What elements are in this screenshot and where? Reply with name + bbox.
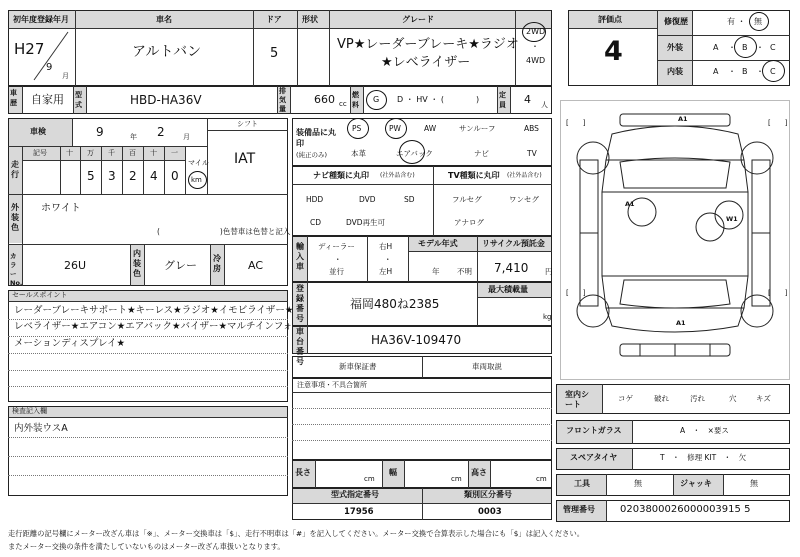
seat-burn: コゲ <box>618 394 633 403</box>
car-name: アルトバン <box>132 44 202 60</box>
displacement-label: 排気量 <box>279 87 286 113</box>
inspection-month: 2 <box>157 125 165 139</box>
navi-hdd: HDD <box>306 195 324 204</box>
fuel-selected: G <box>373 95 380 104</box>
inspection-year-unit: 年 <box>130 133 137 141</box>
exterior-a: A <box>713 43 719 52</box>
glass-options: A ・ ×要ス <box>680 426 729 435</box>
equipment-sub-label: (純正のみ) <box>296 151 328 159</box>
footer-line1: 走行距離の記号欄にメーター改ざん車は「※」、メーター交換車は「$」、走行不明車は「#」を記入してください。メーター交換で合算表示した場合にも「$」は記入ください。 <box>8 529 585 538</box>
seat-tear: 破れ <box>654 394 669 403</box>
notes-label: 注意事項・不具合箇所 <box>297 381 367 389</box>
management-label: 管理番号 <box>563 505 595 514</box>
model-code: HBD-HA36V <box>130 93 202 107</box>
tv-fullseg: フルセグ <box>452 195 482 204</box>
mileage-digit-4: 4 <box>150 169 158 183</box>
dimensions-frame <box>292 460 552 488</box>
tv-analog: アナログ <box>454 218 484 227</box>
damage-a1-top: A1 <box>678 115 688 123</box>
mileage-sign-label: 記号 <box>33 149 47 157</box>
type-cert-value: 17956 <box>344 507 374 517</box>
navi-sd: SD <box>404 195 415 204</box>
repair-options: 有 ・ <box>727 17 746 26</box>
chassis-label: 車台番号 <box>296 327 304 366</box>
mileage-label: 走行 <box>11 160 19 179</box>
score-label: 評価点 <box>598 15 622 24</box>
recycle-value: 7,410 <box>494 261 529 275</box>
model-year-unknown: 不明 <box>457 267 472 276</box>
mileage-digit-2: 3 <box>108 169 116 183</box>
capacity-label: 定員 <box>499 91 506 109</box>
notes-frame <box>292 378 552 460</box>
shift-label: シフト <box>237 120 258 128</box>
spare-label: スペアタイヤ <box>570 453 618 462</box>
equipment-label: 装備品に丸印 <box>296 128 336 148</box>
import-dealer: ディーラー <box>318 242 355 251</box>
car-name-label: 車名 <box>156 15 172 24</box>
shape-label: 形状 <box>302 15 318 24</box>
navi-dvd: DVD <box>359 195 376 204</box>
import-dot1: ・ <box>334 255 342 264</box>
repair-selected: 無 <box>754 17 762 26</box>
manual-label: 車両取説 <box>472 362 502 371</box>
fuel-label: 燃料 <box>352 91 359 109</box>
grade-label: グレード <box>402 15 434 24</box>
mile-label: マイル <box>188 159 209 167</box>
navi-dvd-play: DVD再生可 <box>346 218 386 227</box>
recycle-label: リサイクル預託金 <box>482 239 545 248</box>
exterior-label: 外装 <box>667 43 683 52</box>
chassis-number: HA36V-109470 <box>371 333 462 347</box>
door-label: ドア <box>266 15 282 24</box>
selling-point-line1: レーダーブレーキサポート★キーレス★ラジオ★イモビライザー★ <box>14 305 294 316</box>
diagram-bracket-tr: [ ] <box>768 119 788 127</box>
diagram-bracket-br: [ ] <box>768 289 788 297</box>
score-value: 4 <box>604 36 623 67</box>
equip-leather: 本革 <box>351 149 366 158</box>
drive-4wd: 4WD <box>526 56 546 65</box>
recycle-unit: 円 <box>545 267 553 276</box>
interior-color: グレー <box>164 259 197 272</box>
inspection-label: 車検 <box>30 127 46 136</box>
max-load-label: 最大積載量 <box>488 285 528 294</box>
seat-hole: 穴 <box>729 394 737 403</box>
displacement-unit: cc <box>339 100 347 108</box>
inspector-frame <box>8 406 288 496</box>
exterior-dot2: ・ <box>756 43 764 52</box>
height-label: 高さ <box>471 468 487 477</box>
model-year-label: モデル年式 <box>418 239 458 248</box>
first-reg-month-unit: 月 <box>62 72 69 80</box>
registration-number: 福岡480ね2385 <box>350 297 440 311</box>
navi-sub: (社外品含む) <box>380 172 415 179</box>
warranty-label: 新車保証書 <box>339 362 377 371</box>
diagram-bracket-tl: [ ] <box>566 119 586 127</box>
color-code-label: カラーNo. <box>10 252 23 287</box>
usage-label: 車歴 <box>10 89 17 107</box>
equip-navi: ナビ <box>474 149 489 158</box>
usage-value: 自家用 <box>31 93 64 106</box>
mileage-digit-label-2: 千 <box>108 149 115 157</box>
registration-label: 登録番号 <box>296 284 304 323</box>
equip-ps: PS <box>352 124 362 133</box>
interior-c: C <box>770 67 776 76</box>
inspection-year: 9 <box>96 125 104 139</box>
category-label: 類別区分番号 <box>464 490 512 499</box>
damage-a1-bottom: A1 <box>676 319 686 327</box>
seat-scratch: キズ <box>756 394 771 403</box>
doors: 5 <box>270 46 279 61</box>
category-value: 0003 <box>478 507 502 517</box>
mileage-digit-label-0: 十 <box>66 149 73 157</box>
jack-label: ジャッキ <box>680 479 712 488</box>
tools-value: 無 <box>634 479 642 488</box>
ac-label: 冷房 <box>213 254 221 273</box>
equip-pw: PW <box>389 124 401 133</box>
mileage-digit-5: 0 <box>171 169 179 183</box>
fuel-options: D ・ HV ・ ( ) <box>397 95 480 104</box>
seat-stain: 汚れ <box>690 394 705 403</box>
capacity: 4 <box>524 93 531 106</box>
import-left-h: 左H <box>379 267 393 276</box>
navi-cd: CD <box>310 218 322 227</box>
import-right-h: 右H <box>379 242 393 251</box>
footer-line2: またメーター交換の条件を満たしていないものはメーター改ざん車扱いとなります。 <box>8 542 285 551</box>
damage-w1: W1 <box>726 215 738 223</box>
jack-value: 無 <box>750 479 758 488</box>
color-label: 外装色 <box>11 203 19 232</box>
drive-sep: ・ <box>531 42 539 51</box>
length-label: 長さ <box>295 468 311 477</box>
glass-label: フロントガラス <box>566 426 622 435</box>
width-unit: cm <box>451 475 462 483</box>
spare-options: T ・ 修理 KIT ・ 欠 <box>660 453 747 462</box>
car-diagram <box>560 100 790 380</box>
mileage-digit-label-5: 一 <box>171 149 178 157</box>
mileage-digit-label-4: 十 <box>150 149 157 157</box>
management-number: 0203800026000003915 5 <box>620 504 751 515</box>
color-note: ( )色替車は色替と記入 <box>157 227 291 236</box>
equip-tv: TV <box>527 149 537 158</box>
model-year-unit: 年 <box>432 267 440 276</box>
diagram-bracket-bl: [ ] <box>566 289 586 297</box>
first-reg-month: 9 <box>46 62 53 73</box>
tv-label: TV種類に丸印 <box>448 171 500 180</box>
color-code: 26U <box>64 259 87 272</box>
selling-point-line3: メーションディスプレイ★ <box>14 338 126 349</box>
height-unit: cm <box>536 475 547 483</box>
color-value: ホワイト <box>41 203 81 214</box>
import-label: 輸入車 <box>296 242 304 271</box>
length-unit: cm <box>364 475 375 483</box>
first-reg-era: H27 <box>14 40 45 58</box>
tools-label: 工具 <box>574 479 590 488</box>
mileage-digit-1: 5 <box>87 169 95 183</box>
ac-value: AC <box>248 259 264 272</box>
interior-label: 内装 <box>667 67 683 76</box>
model-label: 型式 <box>75 91 82 109</box>
displacement: 660 <box>314 93 335 106</box>
navi-label: ナビ種類に丸印 <box>313 171 369 180</box>
repair-history-label: 修復歴 <box>664 17 688 26</box>
equip-aw: AW <box>424 124 437 133</box>
drive-2wd: 2WD <box>526 27 546 36</box>
width-label: 幅 <box>389 468 397 477</box>
max-load-unit: kg <box>543 313 552 321</box>
km-label: km <box>191 176 202 184</box>
interior-b: B <box>742 67 748 76</box>
seat-label: 室内シート <box>565 390 589 409</box>
mileage-digit-3: 2 <box>129 169 137 183</box>
import-parallel: 並行 <box>329 267 344 276</box>
inspection-month-unit: 月 <box>183 133 190 141</box>
type-cert-label: 型式指定番号 <box>331 490 379 499</box>
selling-point-line2: レベライザー★エアコン★エアバック★バイザー★マルチインフォ <box>14 321 293 332</box>
exterior-b: B <box>742 43 748 52</box>
tv-oneseg: ワンセグ <box>509 195 539 204</box>
inspector-label: 検査記入欄 <box>12 407 47 415</box>
first-reg-label: 初年度登録年月 <box>13 15 69 24</box>
selling-points-label: セールスポイント <box>12 291 68 299</box>
exterior-dot1: ・ <box>728 43 736 52</box>
exterior-c: C <box>770 43 776 52</box>
equip-airbag: エアバック <box>396 149 433 158</box>
interior-dot2: ・ <box>756 67 764 76</box>
grade-line2: ★レベライザー <box>381 55 471 70</box>
interior-color-label: 内装色 <box>133 249 141 278</box>
mileage-digit-label-1: 万 <box>87 149 94 157</box>
grade-line1: VP★レーダーブレーキ★ラジオ <box>337 37 519 52</box>
inspector-text: 内外装ウスA <box>14 423 68 434</box>
capacity-unit: 人 <box>541 101 548 109</box>
interior-dot1: ・ <box>728 67 736 76</box>
shift: IAT <box>234 151 256 167</box>
equip-abs: ABS <box>524 124 539 133</box>
equip-sunroof: サンルーフ <box>459 124 496 133</box>
tv-sub: (社外品含む) <box>507 172 542 179</box>
mileage-digit-label-3: 百 <box>129 149 136 157</box>
interior-a: A <box>713 67 719 76</box>
damage-a1-side: A1 <box>625 200 635 208</box>
import-dot2: ・ <box>384 255 392 264</box>
